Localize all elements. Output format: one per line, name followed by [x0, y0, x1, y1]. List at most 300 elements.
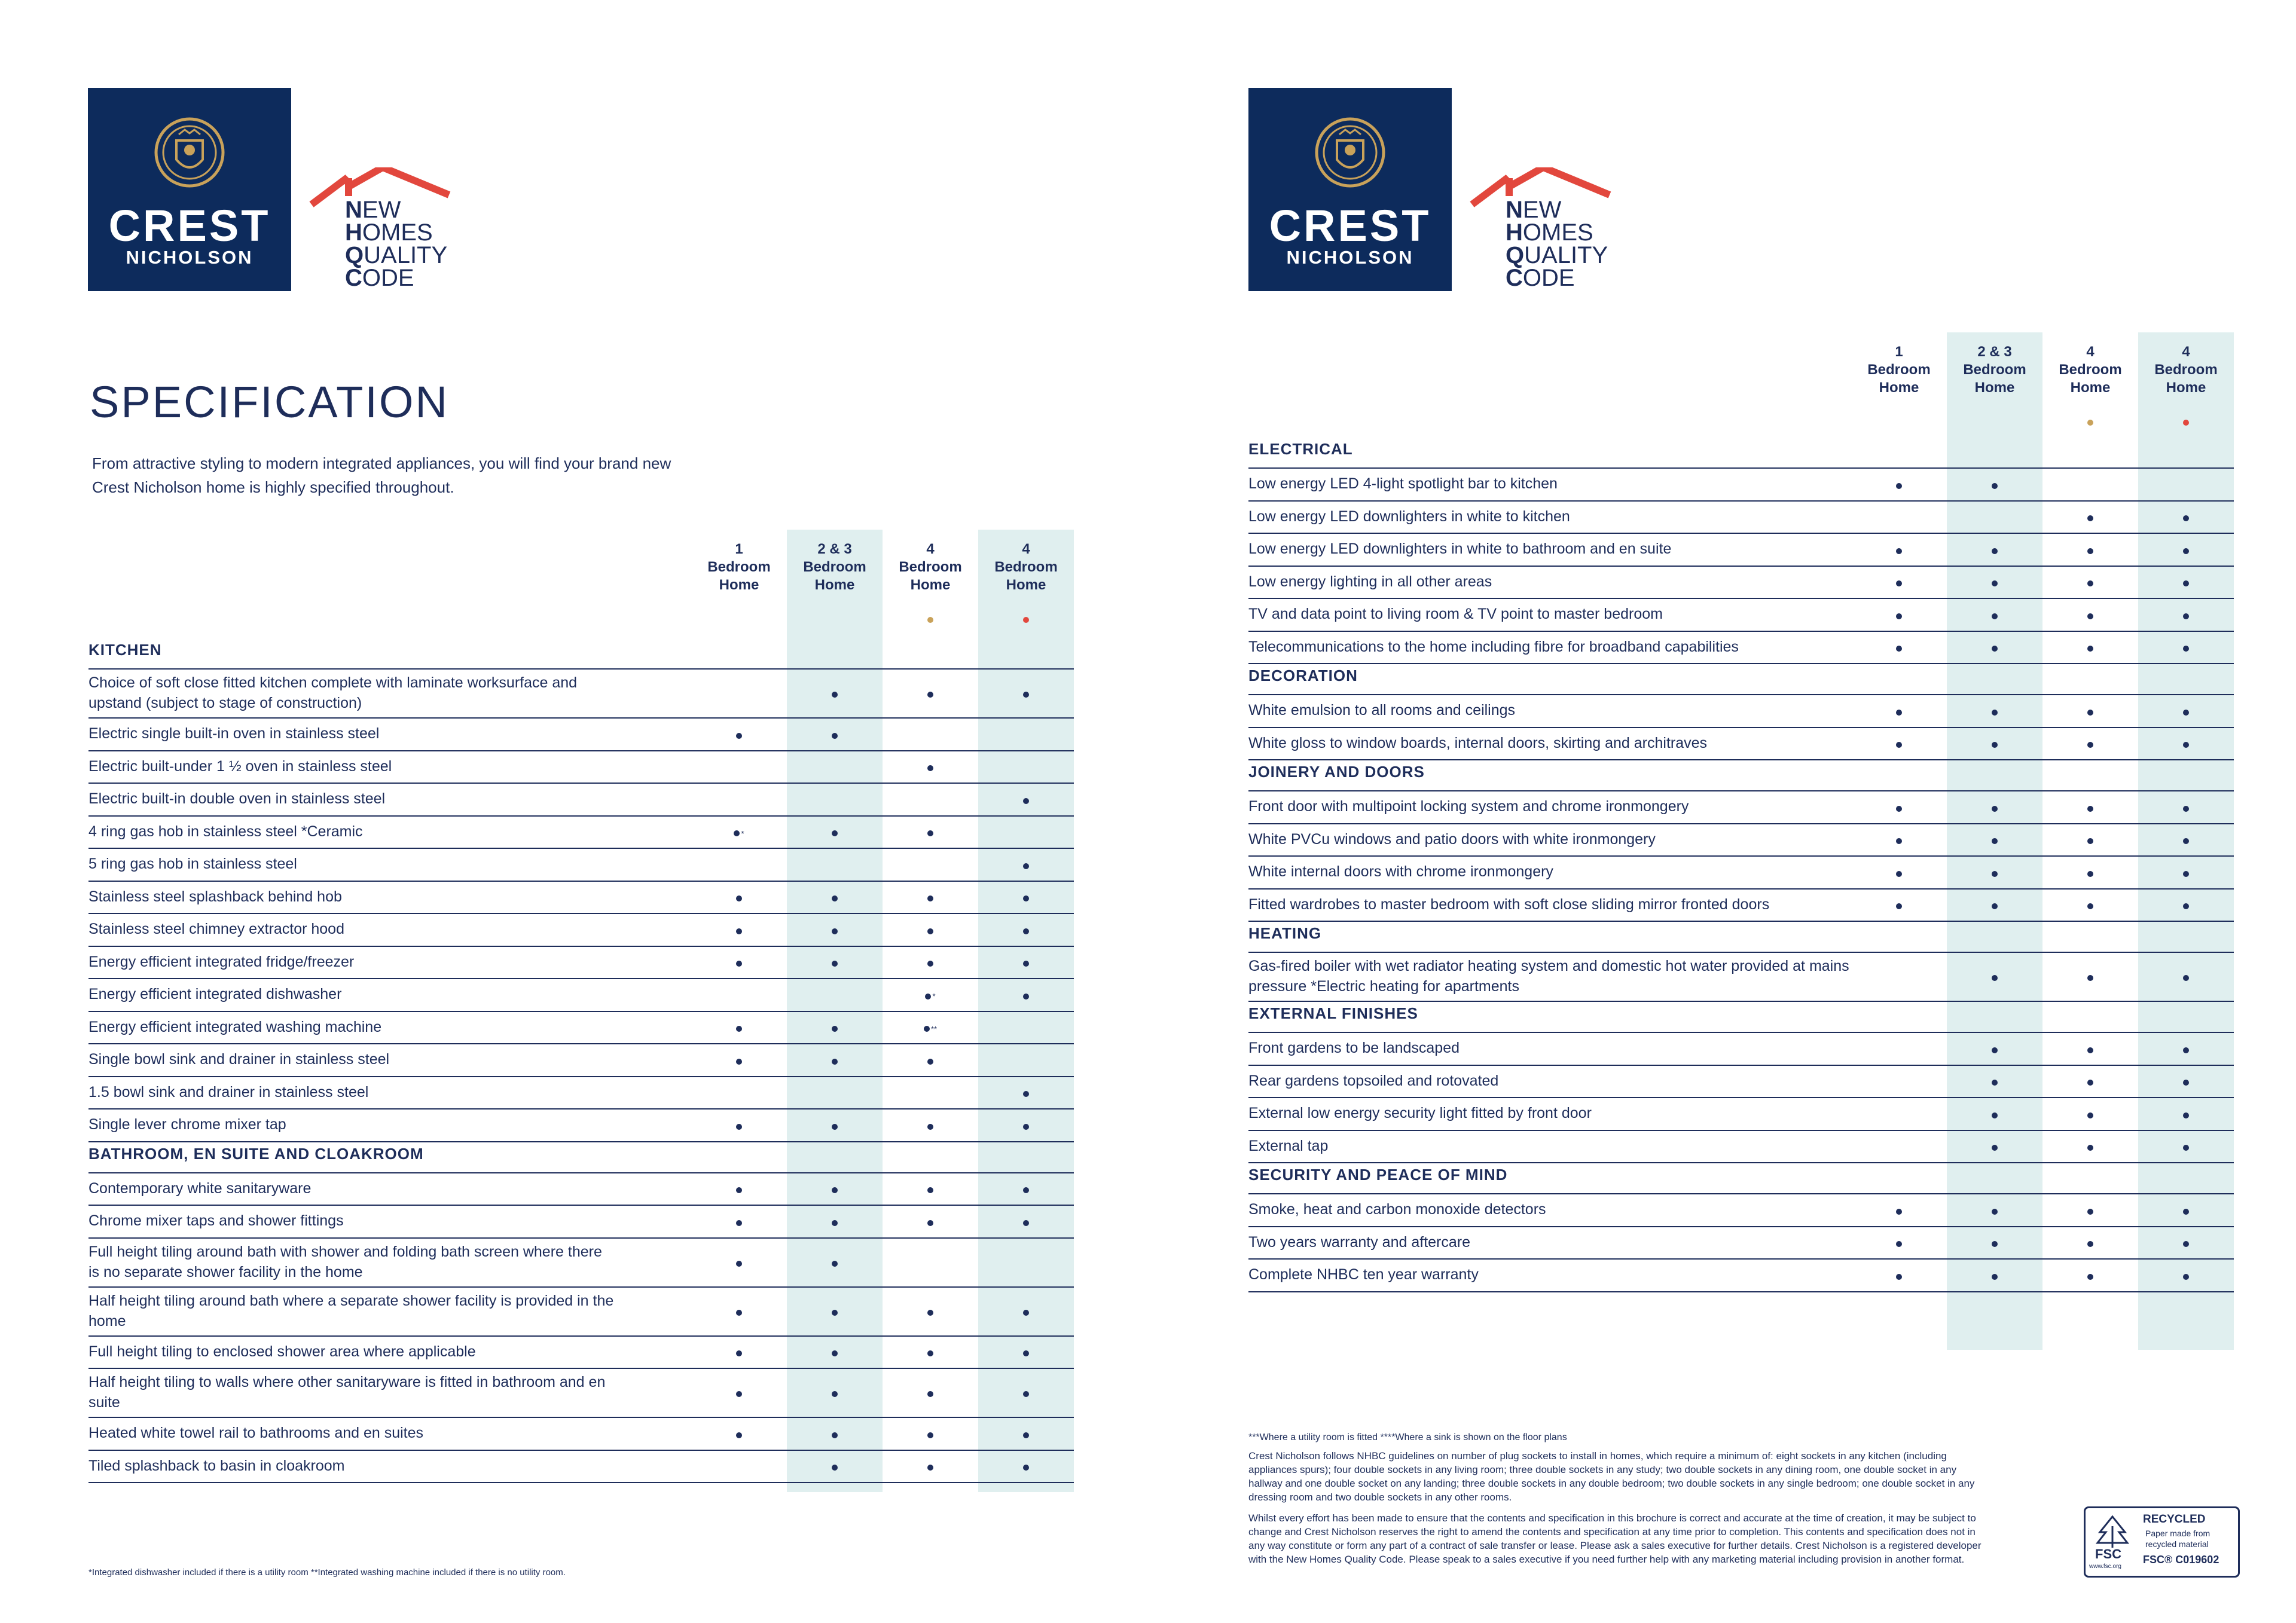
spec-label: Front gardens to be landscaped	[1248, 1040, 1460, 1057]
spec-mark	[1851, 542, 1947, 559]
bullet-icon	[2183, 646, 2189, 652]
section-heading: DECORATION	[1248, 667, 1358, 684]
spec-mark	[691, 1052, 787, 1069]
section-heading: JOINERY AND DOORS	[1248, 763, 1425, 781]
nhqc-logo	[1468, 167, 1618, 299]
spec-mark	[883, 1426, 978, 1443]
spec-mark	[2138, 799, 2234, 817]
bullet-icon	[1896, 1274, 1902, 1280]
bullet-icon	[1992, 548, 1998, 554]
spec-mark	[2042, 897, 2138, 915]
bullet-icon	[832, 1187, 838, 1193]
bullet-icon	[1023, 1350, 1029, 1356]
bullet-icon	[2087, 1112, 2093, 1118]
spec-label: Choice of soft close fitted kitchen complete with laminate worksurface and upstand (subject to stage of construction)	[88, 674, 578, 711]
spec-mark	[787, 1052, 883, 1069]
bullet-icon	[832, 1391, 838, 1397]
spec-label: Energy efficient integrated dishwasher	[88, 986, 342, 1003]
bullet-icon	[832, 1465, 838, 1471]
section-heading: BATHROOM, EN SUITE AND CLOAKROOM	[88, 1144, 424, 1163]
bullet-icon	[736, 1187, 742, 1193]
bullet-icon	[2183, 548, 2189, 554]
spec-mark	[1947, 832, 2042, 849]
section-rule	[1248, 436, 2234, 469]
bullet-icon	[1992, 1209, 1998, 1215]
bullet-icon	[2087, 515, 2093, 521]
spec-mark	[978, 1459, 1074, 1476]
bullet-icon	[832, 1220, 838, 1226]
fsc-code: FSC® C019602	[2143, 1554, 2219, 1566]
spec-mark	[691, 1344, 787, 1362]
bullet-icon	[832, 692, 838, 698]
bullet-icon	[2087, 613, 2093, 619]
legal-text-sockets: Crest Nicholson follows NHBC guidelines on number of plug sockets to install in homes, which require a minimum of: eight sockets in any kitchen (including appliances spurs); four double sockets in any living room; three double sockets in any study; two double sockets in any dining room, one double socket in any hallway and one double socket on any landing; three double sockets in any double bedroom; two double sockets in any single bedroom; one double socket in any dressing room and two double sockets in any other rooms.	[1248, 1450, 1975, 1503]
bullet-icon	[832, 1350, 838, 1356]
spec-row	[88, 1043, 1074, 1077]
spec-mark	[2042, 607, 2138, 624]
spec-mark	[787, 922, 883, 939]
bullet-icon	[2087, 580, 2093, 586]
spec-label: Half height tiling to walls where other sanitaryware is fitted in bathroom and en suite	[88, 1374, 606, 1411]
spec-row	[88, 1368, 1074, 1418]
bullet-icon	[2183, 838, 2189, 844]
spec-mark	[2042, 736, 2138, 753]
section-rule	[1248, 663, 2234, 695]
spec-row	[1248, 952, 2234, 1002]
spec-label: Gas-fired boiler with wet radiator heating system and domestic hot water provided at mains pressure *Electric heating for apartments	[1248, 958, 1849, 995]
bullet-icon	[832, 1124, 838, 1130]
spec-label: Smoke, heat and carbon monoxide detectors	[1248, 1201, 1546, 1218]
column-header: 1 Bedroom Home	[1867, 344, 1931, 396]
spec-label: 1.5 bowl sink and drainer in stainless steel	[88, 1083, 369, 1101]
bullet-icon	[1992, 580, 1998, 586]
spec-mark	[978, 1426, 1074, 1443]
bullet-icon	[1992, 1274, 1998, 1280]
fsc-recycled-label: RECYCLED	[2143, 1513, 2206, 1526]
column-color-dot	[927, 617, 933, 623]
bullet-icon	[927, 961, 933, 967]
spec-label: Fitted wardrobes to master bedroom with soft close sliding mirror fronted doors	[1248, 895, 1770, 913]
crest-nicholson-logo	[1248, 88, 1452, 291]
spec-row	[1248, 888, 2234, 922]
spec-mark	[691, 1020, 787, 1037]
fsc-site: www.fsc.org	[2089, 1563, 2121, 1570]
section-rule	[1248, 759, 2234, 791]
spec-mark	[1947, 736, 2042, 753]
bullet-icon	[927, 692, 933, 698]
spec-row	[88, 1237, 1074, 1288]
spec-mark	[978, 1214, 1074, 1231]
spec-row	[1248, 1065, 2234, 1099]
spec-row	[1248, 631, 2234, 665]
spec-mark	[2138, 864, 2234, 882]
spec-mark	[2138, 640, 2234, 657]
bullet-icon	[2183, 903, 2189, 909]
spec-mark	[1851, 864, 1947, 882]
spec-mark	[1851, 476, 1947, 494]
bullet-icon	[832, 961, 838, 967]
bullet-icon	[1896, 483, 1902, 489]
bullet-icon	[2183, 975, 2189, 981]
spec-mark	[1947, 640, 2042, 657]
spec-mark	[978, 686, 1074, 703]
spec-mark	[883, 890, 978, 907]
column-header: 2 & 3 Bedroom Home	[1963, 344, 2026, 396]
bullet-icon	[927, 1465, 933, 1471]
spec-label: 4 ring gas hob in stainless steel *Ceramic	[88, 823, 363, 840]
spec-mark	[2042, 832, 2138, 849]
spec-mark	[691, 824, 787, 842]
spec-row	[1248, 1258, 2234, 1292]
bullet-icon	[2183, 742, 2189, 748]
spec-mark	[2138, 832, 2234, 849]
bullet-icon	[2087, 1241, 2093, 1247]
spec-mark	[787, 1117, 883, 1135]
bullet-icon	[2183, 1241, 2189, 1247]
spec-row	[1248, 598, 2234, 632]
section-heading: ELECTRICAL	[1248, 440, 1353, 458]
bullet-icon	[1992, 483, 1998, 489]
spec-mark	[978, 1304, 1074, 1321]
spec-mark	[2042, 574, 2138, 592]
spec-mark	[2138, 1202, 2234, 1219]
bullet-icon	[1896, 613, 1902, 619]
bullet-icon	[1992, 742, 1998, 748]
spec-mark	[787, 890, 883, 907]
spec-row	[88, 1011, 1074, 1045]
spec-row	[88, 881, 1074, 915]
spec-mark	[1947, 607, 2042, 624]
spec-mark	[1947, 799, 2042, 817]
spec-mark	[691, 1304, 787, 1321]
column-header: 2 & 3 Bedroom Home	[803, 541, 866, 593]
spec-mark	[1947, 1139, 2042, 1156]
spec-mark	[787, 1426, 883, 1443]
spec-mark	[787, 726, 883, 744]
spec-mark	[2042, 509, 2138, 527]
spec-mark	[2138, 1139, 2234, 1156]
spec-mark	[1947, 969, 2042, 986]
bullet-icon	[1896, 838, 1902, 844]
spec-label: Energy efficient integrated washing machine	[88, 1018, 382, 1035]
spec-row	[1248, 500, 2234, 534]
bullet-icon	[736, 1261, 742, 1267]
bullet-icon	[1992, 871, 1998, 877]
nhqc-wordmark: NEW HOMES QUALITY CODE	[345, 197, 448, 291]
bullet-icon	[2087, 1209, 2093, 1215]
bullet-icon	[1896, 1241, 1902, 1247]
spec-mark	[883, 1117, 978, 1135]
spec-mark	[883, 1304, 978, 1321]
bullet-icon	[832, 830, 838, 836]
bullet-icon	[1896, 903, 1902, 909]
bullet-icon	[1992, 1047, 1998, 1053]
nhqc-wordmark: NEW HOMES QUALITY CODE	[1506, 197, 1608, 291]
bullet-icon	[2183, 1274, 2189, 1280]
spec-mark	[978, 857, 1074, 874]
bullet-icon	[1992, 646, 1998, 652]
column-header: 4 Bedroom Home	[899, 541, 962, 593]
bullet-icon	[1992, 1112, 1998, 1118]
bullet-icon	[1023, 863, 1029, 869]
spec-row	[88, 783, 1074, 817]
bullet-icon	[832, 1026, 838, 1032]
spec-row	[88, 1286, 1074, 1337]
spec-row	[1248, 1032, 2234, 1066]
column-color-dot	[2183, 420, 2189, 426]
bullet-icon	[832, 1059, 838, 1065]
spec-mark	[787, 824, 883, 842]
spec-label: Single bowl sink and drainer in stainless steel	[88, 1051, 390, 1068]
spec-mark	[691, 955, 787, 972]
column-header: 1 Bedroom Home	[707, 541, 771, 593]
spec-mark	[883, 1181, 978, 1199]
bullet-icon	[927, 1432, 933, 1438]
spec-row	[88, 750, 1074, 784]
spec-mark	[691, 922, 787, 939]
spec-mark	[883, 759, 978, 777]
spec-label: Single lever chrome mixer tap	[88, 1116, 286, 1133]
bullet-icon	[2087, 742, 2093, 748]
spec-row	[1248, 1130, 2234, 1164]
spec-mark	[978, 987, 1074, 1004]
spec-mark	[2042, 969, 2138, 986]
spec-row	[88, 913, 1074, 947]
bullet-icon	[832, 1261, 838, 1267]
spec-mark	[2138, 542, 2234, 559]
spec-label: Chrome mixer taps and shower fittings	[88, 1212, 344, 1230]
crest-wordmark: CREST	[108, 201, 271, 250]
bullet-icon	[2183, 1145, 2189, 1151]
section-rule	[1248, 1001, 2234, 1033]
spec-row	[1248, 694, 2234, 728]
spec-mark	[787, 1181, 883, 1199]
section-rule	[88, 637, 1074, 670]
bullet-icon	[2087, 1274, 2093, 1280]
section-heading: EXTERNAL FINISHES	[1248, 1004, 1418, 1022]
bullet-icon	[2087, 975, 2093, 981]
spec-mark	[1851, 897, 1947, 915]
column-header: 4 Bedroom Home	[2059, 344, 2122, 396]
spec-mark	[978, 890, 1074, 907]
bullet-icon	[736, 1310, 742, 1316]
spec-label: Front door with multipoint locking system and chrome ironmongery	[1248, 798, 1689, 815]
bullet-icon	[1023, 1310, 1029, 1316]
spec-mark	[2138, 1235, 2234, 1252]
spec-row	[88, 668, 1074, 719]
spec-label: 5 ring gas hob in stainless steel	[88, 855, 297, 873]
bullet-icon	[832, 1432, 838, 1438]
crest-wordmark: CREST	[1269, 201, 1431, 250]
bullet-icon	[2087, 548, 2093, 554]
spec-mark	[1947, 1106, 2042, 1123]
spec-mark	[691, 726, 787, 744]
spec-row	[1248, 533, 2234, 567]
bullet-icon	[1896, 646, 1902, 652]
column-color-dot	[2087, 420, 2093, 426]
bullet-icon	[927, 1391, 933, 1397]
crest-nicholson-logo	[88, 88, 291, 291]
bullet-icon	[736, 1350, 742, 1356]
bullet-icon	[927, 1124, 933, 1130]
bullet-icon	[832, 895, 838, 901]
bullet-icon	[1023, 1465, 1029, 1471]
spec-mark	[787, 1385, 883, 1402]
spec-mark	[2138, 897, 2234, 915]
column-header: 4 Bedroom Home	[994, 541, 1058, 593]
spec-label: White emulsion to all rooms and ceilings	[1248, 702, 1516, 719]
spec-label: Stainless steel chimney extractor hood	[88, 921, 344, 938]
spec-row	[88, 1108, 1074, 1142]
mark-suffix: **	[930, 1024, 938, 1034]
spec-row	[88, 717, 1074, 751]
spec-row	[1248, 566, 2234, 600]
spec-row	[88, 815, 1074, 849]
bullet-icon	[1023, 798, 1029, 804]
spec-mark	[2138, 703, 2234, 720]
bullet-icon	[1896, 871, 1902, 877]
spec-mark	[2042, 1041, 2138, 1058]
spec-mark	[787, 686, 883, 703]
spec-mark	[691, 1385, 787, 1402]
spec-mark	[1947, 476, 2042, 494]
bullet-icon	[2087, 903, 2093, 909]
spec-mark	[1851, 1235, 1947, 1252]
spec-mark	[2138, 1106, 2234, 1123]
bullet-icon	[1896, 710, 1902, 716]
bullet-icon	[1023, 961, 1029, 967]
bullet-icon	[2183, 1080, 2189, 1086]
fsc-recycled-badge	[2084, 1506, 2240, 1578]
spec-mark	[978, 1344, 1074, 1362]
bullet-icon	[832, 1310, 838, 1316]
bullet-icon	[1023, 928, 1029, 934]
fsc-tree-icon	[2092, 1514, 2133, 1549]
bullet-icon	[1992, 1145, 1998, 1151]
bullet-icon	[1023, 1124, 1029, 1130]
column-color-dot	[1023, 617, 1029, 623]
bullet-icon	[1992, 1080, 1998, 1086]
bullet-icon	[1896, 580, 1902, 586]
spec-mark	[978, 955, 1074, 972]
spec-mark	[2042, 799, 2138, 817]
section-rule	[1248, 1162, 2234, 1194]
spec-mark	[691, 1214, 787, 1231]
bullet-icon	[736, 961, 742, 967]
spec-mark	[2042, 1202, 2138, 1219]
spec-mark	[1851, 640, 1947, 657]
spec-row	[88, 1450, 1074, 1484]
bullet-icon	[2183, 806, 2189, 812]
fsc-line3: recycled material	[2145, 1539, 2209, 1549]
spec-label: Electric built-under 1 ½ oven in stainless steel	[88, 757, 392, 775]
spec-row	[1248, 855, 2234, 890]
spec-label: Low energy LED downlighters in white to kitchen	[1248, 508, 1570, 525]
spec-mark	[978, 1117, 1074, 1135]
bullet-icon	[736, 895, 742, 901]
bullet-icon	[736, 1391, 742, 1397]
bullet-icon	[1896, 548, 1902, 554]
footnote-left: *Integrated dishwasher included if there is a utility room **Integrated washing machine included if there is no utility room.	[88, 1567, 566, 1578]
bullet-icon	[736, 1059, 742, 1065]
spec-mark	[787, 955, 883, 972]
spec-mark	[1947, 897, 2042, 915]
footnote-right: ***Where a utility room is fitted ****Where a sink is shown on the floor plans	[1248, 1432, 1567, 1442]
mark-suffix: *	[932, 992, 936, 1001]
bullet-icon	[2183, 871, 2189, 877]
bullet-icon	[1992, 975, 1998, 981]
spec-mark	[1851, 832, 1947, 849]
spec-mark	[1947, 703, 2042, 720]
bullet-icon	[2087, 646, 2093, 652]
spec-mark	[883, 1020, 978, 1037]
spec-mark	[1947, 1074, 2042, 1091]
bullet-icon	[2183, 1047, 2189, 1053]
spec-mark	[978, 1385, 1074, 1402]
section-heading: KITCHEN	[88, 641, 162, 659]
spec-mark	[2042, 1235, 2138, 1252]
bullet-icon	[1992, 1241, 1998, 1247]
spec-label: Low energy LED 4-light spotlight bar to kitchen	[1248, 475, 1558, 493]
spec-label: Energy efficient integrated fridge/freezer	[88, 953, 355, 970]
spec-row	[1248, 467, 2234, 502]
crest-emblem-icon	[1314, 117, 1386, 200]
spec-mark	[978, 1085, 1074, 1102]
spec-row	[1248, 1226, 2234, 1260]
spec-label: Electric single built-in oven in stainless steel	[88, 725, 380, 742]
spec-mark	[1851, 799, 1947, 817]
spec-label: Full height tiling to enclosed shower area where applicable	[88, 1343, 476, 1360]
spec-row	[1248, 1193, 2234, 1227]
bullet-icon	[927, 895, 933, 901]
nicholson-wordmark: NICHOLSON	[126, 247, 254, 268]
bullet-icon	[927, 1310, 933, 1316]
spec-mark	[2138, 1267, 2234, 1285]
spec-mark	[691, 1426, 787, 1443]
spec-mark	[1947, 1235, 2042, 1252]
spec-mark	[883, 987, 978, 1004]
spec-label: White gloss to window boards, internal doors, skirting and architraves	[1248, 734, 1708, 751]
spec-label: Electric built-in double oven in stainless steel	[88, 790, 386, 808]
bullet-icon	[2087, 710, 2093, 716]
spec-label: Two years warranty and aftercare	[1248, 1233, 1470, 1251]
bullet-icon	[2087, 1145, 2093, 1151]
spec-label: Complete NHBC ten year warranty	[1248, 1266, 1479, 1283]
spec-mark	[787, 1020, 883, 1037]
spec-mark	[883, 1214, 978, 1231]
spec-mark	[1851, 736, 1947, 753]
spec-label: Telecommunications to the home including fibre for broadband capabilities	[1248, 638, 1739, 655]
spec-mark	[2138, 574, 2234, 592]
spec-row	[88, 1205, 1074, 1239]
section-heading: HEATING	[1248, 924, 1322, 942]
spec-label: TV and data point to living room & TV point to master bedroom	[1248, 606, 1663, 623]
spec-mark	[883, 686, 978, 703]
bullet-icon	[2183, 710, 2189, 716]
bullet-icon	[927, 928, 933, 934]
bullet-icon	[927, 1220, 933, 1226]
spec-mark	[787, 1459, 883, 1476]
bullet-icon	[2087, 871, 2093, 877]
bullet-icon	[1023, 1220, 1029, 1226]
spec-mark	[1851, 607, 1947, 624]
bullet-icon	[1992, 838, 1998, 844]
spec-mark	[691, 1117, 787, 1135]
spec-mark	[1947, 1041, 2042, 1058]
bullet-icon	[1992, 613, 1998, 619]
spec-mark	[2138, 736, 2234, 753]
page-title: SPECIFICATION	[90, 377, 449, 427]
